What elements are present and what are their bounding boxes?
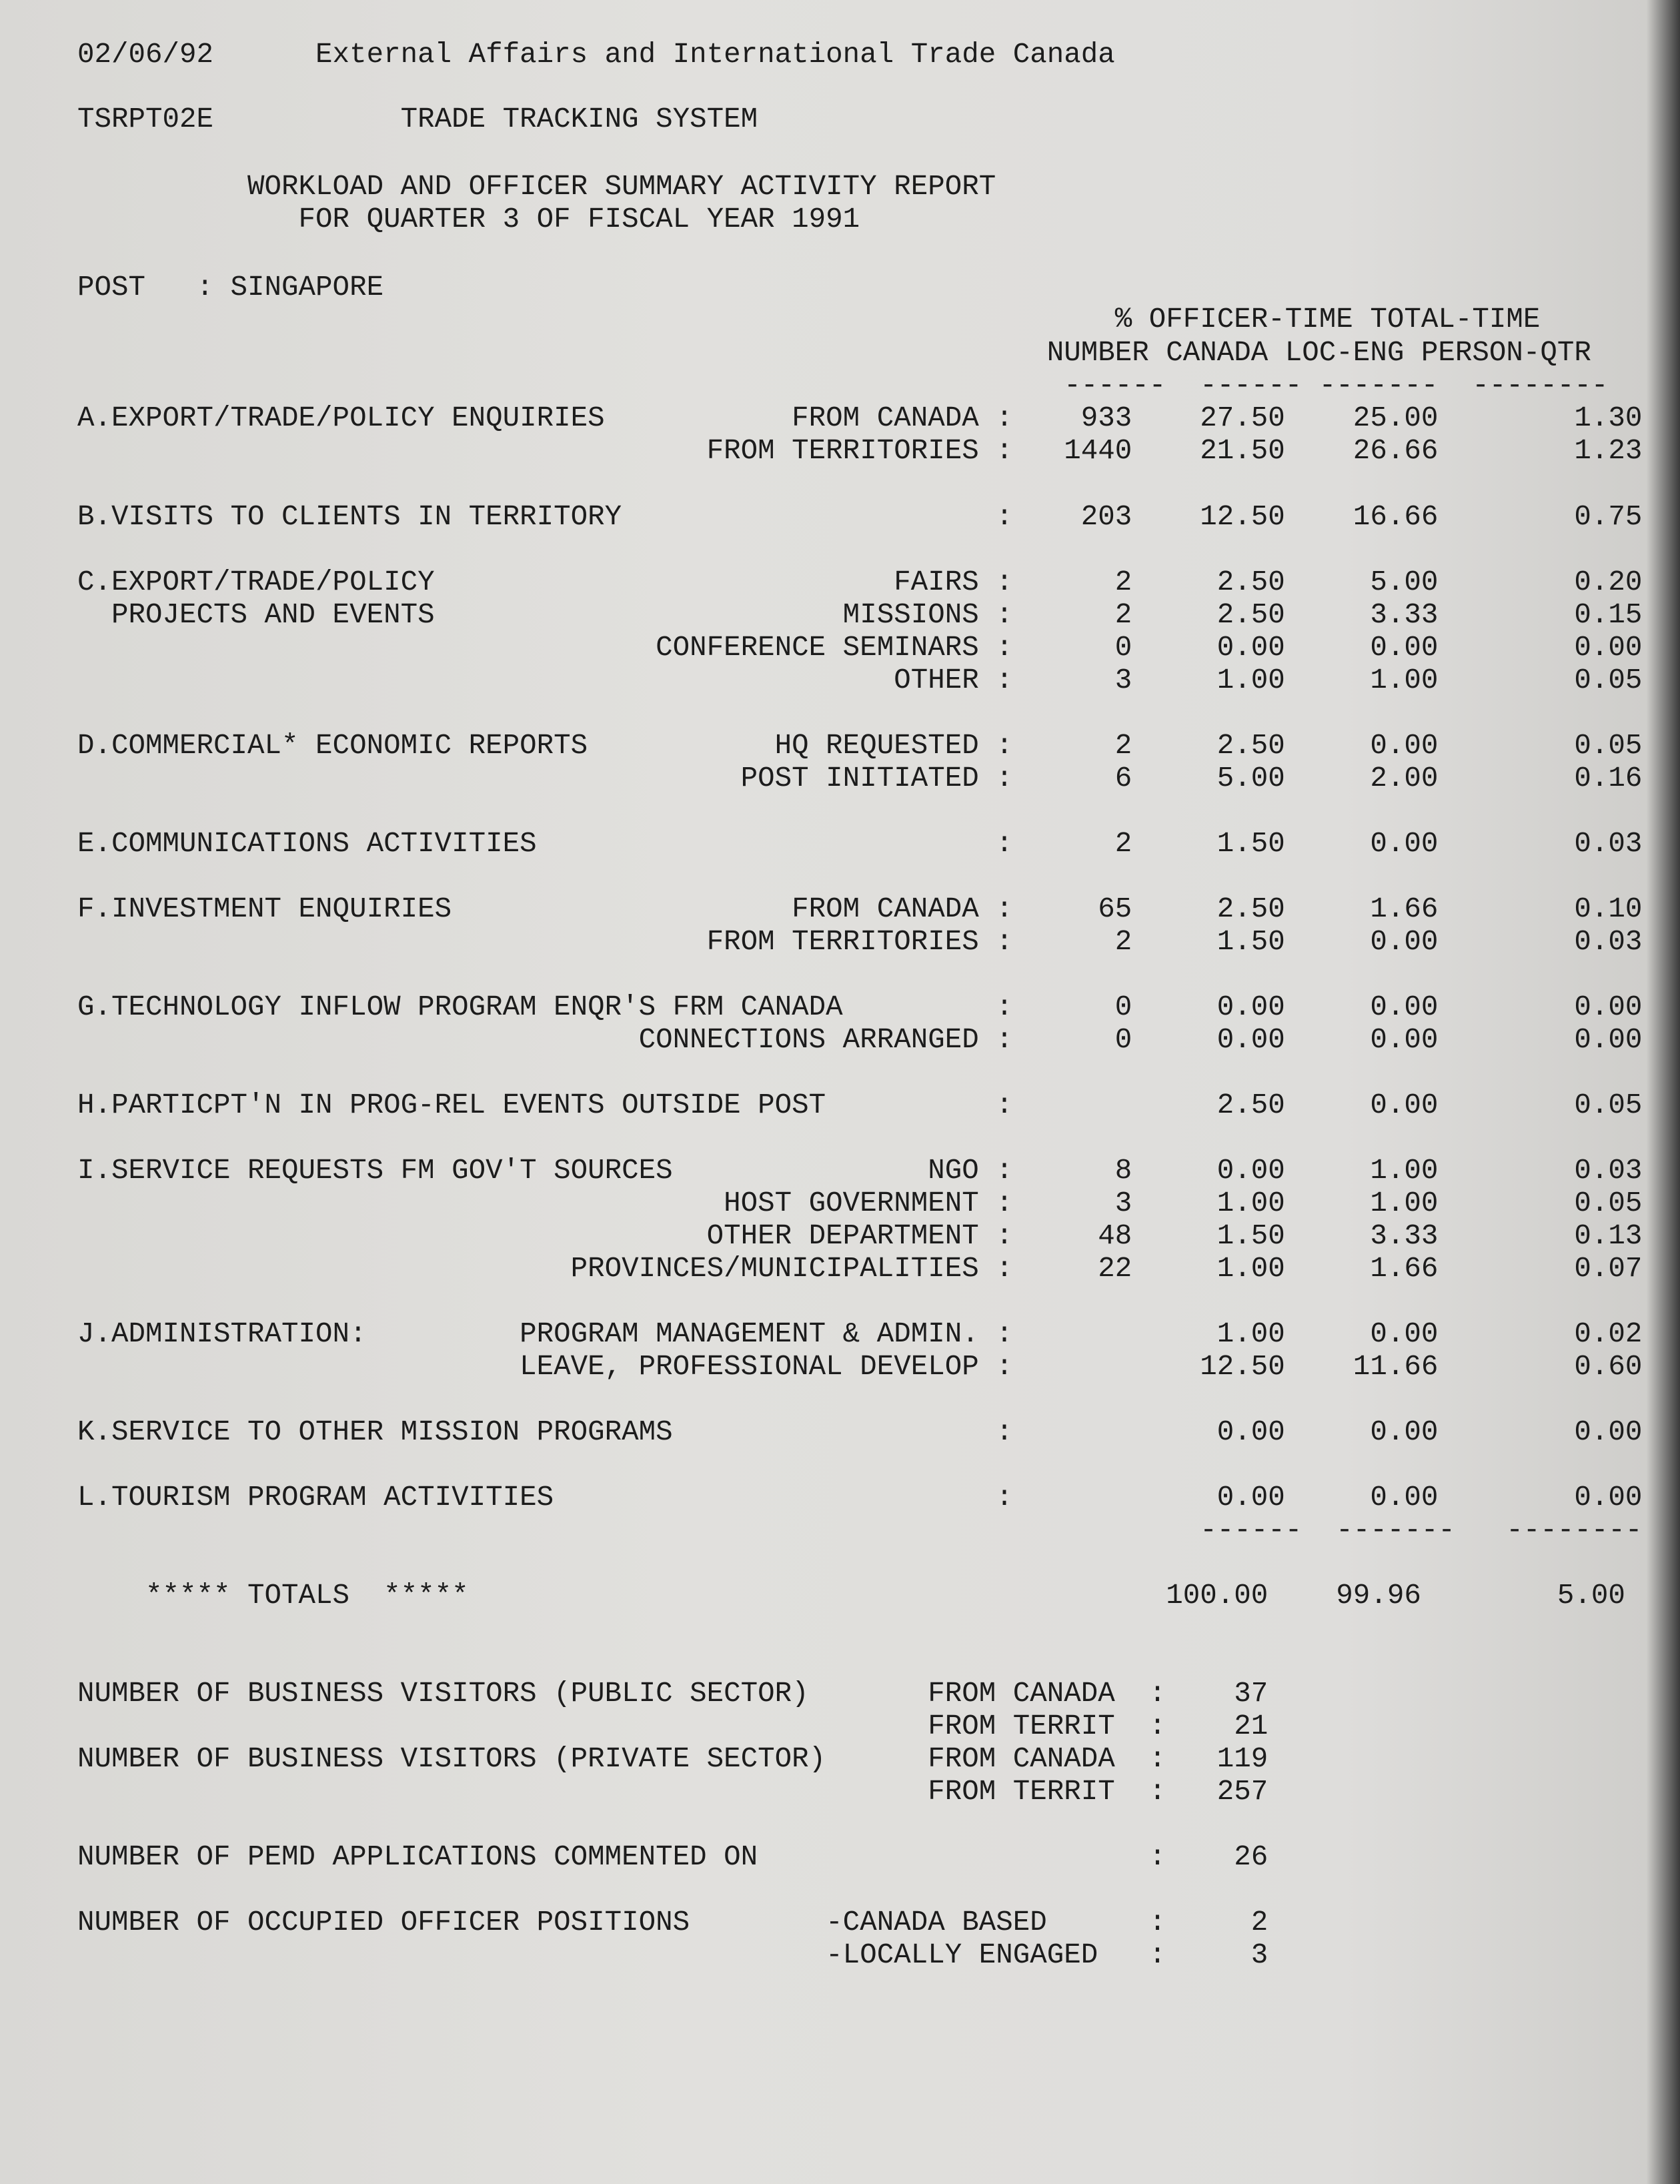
officer-row-1: -LOCALLY ENGAGED : 3 [77,1939,1269,1971]
column-rules: ------ ------ ------- -------- [77,370,1609,402]
row-22: L.TOURISM PROGRAM ACTIVITIES : 0.00 0.00 0.00 [77,1482,1643,1514]
row-16: HOST GOVERNMENT : 3 1.00 1.00 0.05 [77,1187,1643,1219]
visitor-row-1: FROM TERRIT : 21 [77,1710,1269,1742]
row-4: PROJECTS AND EVENTS MISSIONS : 2 2.50 3.33 0.15 [77,599,1643,631]
row-18: PROVINCES/MUNICIPALITIES : 22 1.00 1.66 0.07 [77,1253,1643,1285]
row-5: CONFERENCE SEMINARS : 0 0.00 0.00 0.00 [77,632,1643,664]
row-9: E.COMMUNICATIONS ACTIVITIES : 2 1.50 0.00 0.03 [77,828,1643,860]
row-2: B.VISITS TO CLIENTS IN TERRITORY : 203 12.50 16.66 0.75 [77,501,1643,533]
totals-line: ***** TOTALS ***** 100.00 99.96 5.00 [77,1580,1625,1612]
row-3: C.EXPORT/TRADE/POLICY FAIRS : 2 2.50 5.00 0.20 [77,566,1643,598]
row-21: K.SERVICE TO OTHER MISSION PROGRAMS : 0.00 0.00 0.00 [77,1416,1643,1448]
report-title-line-2: FOR QUARTER 3 OF FISCAL YEAR 1991 [77,203,860,235]
row-14: H.PARTICPT'N IN PROG-REL EVENTS OUTSIDE POST : 2.50 0.00 0.05 [77,1089,1643,1121]
post-line: POST : SINGAPORE [77,271,384,304]
row-6: OTHER : 3 1.00 1.00 0.05 [77,664,1643,696]
header-report-code: TSRPT02E TRADE TRACKING SYSTEM [77,103,758,135]
column-headers: NUMBER CANADA LOC-ENG PERSON-QTR [77,337,1591,369]
row-20: LEAVE, PROFESSIONAL DEVELOP : 12.50 11.66 0.60 [77,1351,1643,1383]
totals-rule: ------ ------- -------- [77,1514,1643,1546]
row-19: J.ADMINISTRATION: PROGRAM MANAGEMENT & ADMIN. : 1.00 0.00 0.02 [77,1318,1643,1350]
pemd-line: NUMBER OF PEMD APPLICATIONS COMMENTED ON : 26 [77,1841,1269,1873]
row-1: FROM TERRITORIES : 1440 21.50 26.66 1.23 [77,435,1643,467]
header-date-org: 02/06/92 External Affairs and International Trade Canada [77,39,1115,71]
officer-row-0: NUMBER OF OCCUPIED OFFICER POSITIONS -CANADA BASED : 2 [77,1906,1269,1939]
report-title-line-1: WORKLOAD AND OFFICER SUMMARY ACTIVITY REPORT [77,171,996,203]
visitor-row-0: NUMBER OF BUSINESS VISITORS (PUBLIC SECTOR) FROM CANADA : 37 [77,1678,1269,1710]
row-10: F.INVESTMENT ENQUIRIES FROM CANADA : 65 2.50 1.66 0.10 [77,893,1643,925]
row-13: CONNECTIONS ARRANGED : 0 0.00 0.00 0.00 [77,1024,1643,1056]
row-11: FROM TERRITORIES : 2 1.50 0.00 0.03 [77,926,1643,958]
row-0: A.EXPORT/TRADE/POLICY ENQUIRIES FROM CANADA : 933 27.50 25.00 1.30 [77,402,1643,434]
row-7: D.COMMERCIAL* ECONOMIC REPORTS HQ REQUESTED : 2 2.50 0.00 0.05 [77,730,1643,762]
row-12: G.TECHNOLOGY INFLOW PROGRAM ENQR'S FRM CANADA : 0 0.00 0.00 0.00 [77,991,1643,1023]
column-group-header: % OFFICER-TIME TOTAL-TIME [77,304,1541,336]
row-17: OTHER DEPARTMENT : 48 1.50 3.33 0.13 [77,1220,1643,1252]
row-8: POST INITIATED : 6 5.00 2.00 0.16 [77,762,1643,794]
visitor-row-3: FROM TERRIT : 257 [77,1776,1269,1808]
visitor-row-2: NUMBER OF BUSINESS VISITORS (PRIVATE SECTOR) FROM CANADA : 119 [77,1743,1269,1775]
row-15: I.SERVICE REQUESTS FM GOV'T SOURCES NGO : 8 0.00 1.00 0.03 [77,1155,1643,1187]
